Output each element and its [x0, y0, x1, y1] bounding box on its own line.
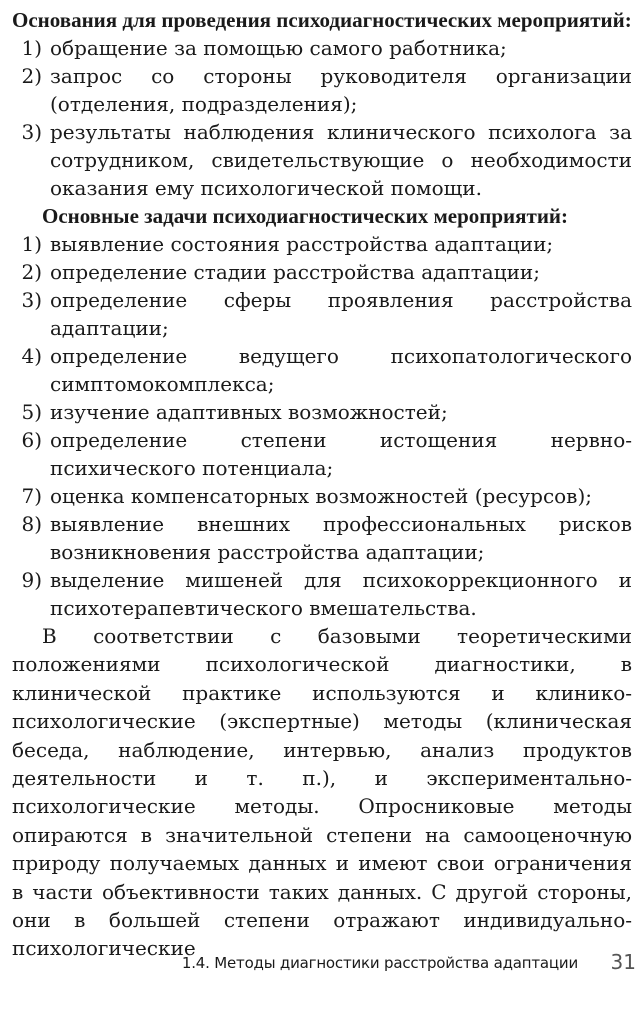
list-item	[12, 62, 632, 118]
list-item	[12, 342, 632, 398]
list-item-number: 5)	[21, 400, 42, 424]
list-item-text: выявление внешних профессиональных рисков возникновения расстройства адаптации;	[50, 512, 632, 564]
list-item	[12, 482, 632, 510]
list-item-number: 1)	[21, 232, 42, 256]
list-item	[12, 230, 632, 258]
grounds-list	[12, 34, 632, 202]
list-item-number: 8)	[21, 512, 42, 536]
list-item-number: 2)	[21, 64, 42, 88]
page-number: 31	[610, 950, 636, 974]
list-item	[12, 258, 632, 286]
list-item-number: 7)	[21, 484, 42, 508]
list-item-text: оценка компенсаторных возможностей (ресурсов);	[50, 484, 592, 508]
list-item-number: 1)	[21, 36, 42, 60]
list-item	[12, 398, 632, 426]
list-item-text: результаты наблюдения клинического психолога за сотрудником, свидетельствующие о необходимости оказания ему психологической помощи.	[50, 120, 632, 200]
list-item-text: определение степени истощения нервно-психического потенциала;	[50, 428, 632, 480]
list-item	[12, 286, 632, 342]
section-heading-grounds: Основания для проведения психодиагностических мероприятий:	[12, 8, 632, 32]
list-item-text: обращение за помощью самого работника;	[50, 36, 507, 60]
tasks-list	[12, 230, 632, 622]
list-item-number: 2)	[21, 260, 42, 284]
section-heading-tasks: Основные задачи психодиагностических мероприятий:	[42, 204, 569, 228]
list-item-text: определение ведущего психопатологического симптомокомплекса;	[50, 344, 632, 396]
list-item-number: 4)	[21, 344, 42, 368]
list-item-number: 9)	[21, 568, 42, 592]
list-item-text: выявление состояния расстройства адаптации;	[50, 232, 554, 256]
list-item	[12, 426, 632, 482]
list-item-text: определение стадии расстройства адаптации;	[50, 260, 540, 284]
list-item	[12, 34, 632, 62]
list-item	[12, 510, 632, 566]
list-item-number: 3)	[21, 120, 42, 144]
running-title: 1.4. Методы диагностики расстройства адаптации	[181, 954, 578, 972]
list-item-number: 3)	[21, 288, 42, 312]
body-paragraph: В соответствии с базовыми теоретическими положениями психологической диагностики, в клинической практике используются и клинико-психологические (экспертные) методы (клиническая беседа, наблюдение, интервью, анализ продуктов деятельности и т. п.), и экспериментально-психологические методы. Опросниковые методы опираются в значительной степени на самооценочную природу получаемых данных и имеют свои ограничения в части объективности таких данных. С другой стороны, они в большей степени отражают индивидуально-психологические	[12, 624, 632, 961]
list-item	[12, 566, 632, 622]
list-item-text: определение сферы проявления расстройства адаптации;	[50, 288, 632, 340]
list-item-text: изучение адаптивных возможностей;	[50, 400, 448, 424]
list-item-text: запрос со стороны руководителя организации (отделения, подразделения);	[50, 64, 632, 116]
list-item	[12, 118, 632, 202]
list-item-number: 6)	[21, 428, 42, 452]
page-footer	[0, 948, 644, 978]
page-content	[12, 6, 632, 963]
list-item-text: выделение мишеней для психокоррекционного и психотерапевтического вмешательства.	[50, 568, 632, 620]
